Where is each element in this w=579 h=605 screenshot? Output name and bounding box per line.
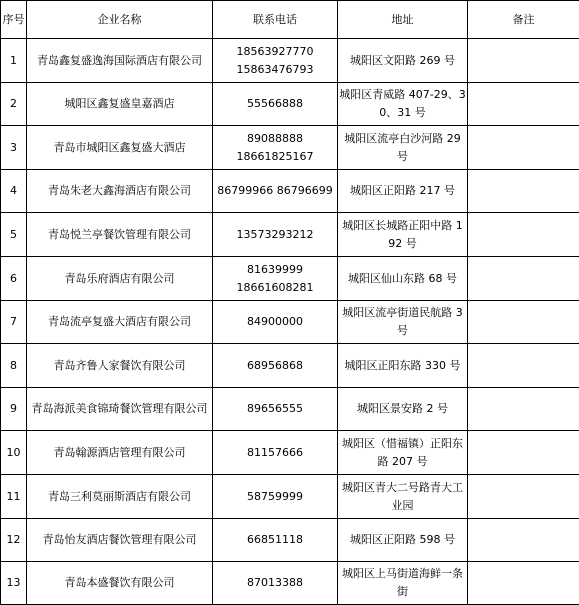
table-row bbox=[1, 213, 579, 257]
header-no: 序号 bbox=[1, 1, 27, 39]
company-name: 青岛悦兰亭餐饮管理有限公司 bbox=[27, 213, 213, 257]
phone-cell bbox=[213, 83, 338, 126]
row-number: 10 bbox=[1, 431, 27, 475]
phone-number: 81157666 bbox=[213, 444, 337, 462]
phone-cell bbox=[213, 519, 338, 562]
phone-cell bbox=[213, 213, 338, 257]
row-number: 6 bbox=[1, 257, 27, 301]
address: 城阳区青大二号路青大工业园 bbox=[338, 475, 468, 519]
phone-cell bbox=[213, 431, 338, 475]
note bbox=[468, 388, 579, 431]
header-name: 企业名称 bbox=[27, 1, 213, 39]
header-address: 地址 bbox=[338, 1, 468, 39]
address: 城阳区流亭白沙河路 29 号 bbox=[338, 126, 468, 170]
company-name: 青岛流亭复盛大酒店有限公司 bbox=[27, 301, 213, 344]
note bbox=[468, 562, 579, 605]
table-row bbox=[1, 126, 579, 170]
phone-number: 18661825167 bbox=[213, 148, 337, 166]
table-row bbox=[1, 475, 579, 519]
row-number: 8 bbox=[1, 344, 27, 388]
company-name: 青岛怡友酒店餐饮管理有限公司 bbox=[27, 519, 213, 562]
phone-number: 86799966 86796699 bbox=[213, 182, 337, 200]
note bbox=[468, 170, 579, 213]
phone-number: 68956868 bbox=[213, 357, 337, 375]
note bbox=[468, 431, 579, 475]
address: 城阳区仙山东路 68 号 bbox=[338, 257, 468, 301]
row-number: 4 bbox=[1, 170, 27, 213]
address: 城阳区长城路正阳中路 192 号 bbox=[338, 213, 468, 257]
address: 城阳区正阳路 598 号 bbox=[338, 519, 468, 562]
address: 城阳区正阳东路 330 号 bbox=[338, 344, 468, 388]
phone-cell bbox=[213, 301, 338, 344]
row-number: 9 bbox=[1, 388, 27, 431]
row-number: 11 bbox=[1, 475, 27, 519]
table-row bbox=[1, 431, 579, 475]
note bbox=[468, 257, 579, 301]
table-row bbox=[1, 344, 579, 388]
company-name: 青岛三利莫丽斯酒店有限公司 bbox=[27, 475, 213, 519]
phone-number: 58759999 bbox=[213, 488, 337, 506]
company-name: 青岛齐鲁人家餐饮有限公司 bbox=[27, 344, 213, 388]
company-name: 青岛乐府酒店有限公司 bbox=[27, 257, 213, 301]
company-name: 青岛鑫复盛逸海国际酒店有限公司 bbox=[27, 39, 213, 83]
table-row bbox=[1, 257, 579, 301]
company-name: 青岛朱老大鑫海酒店有限公司 bbox=[27, 170, 213, 213]
note bbox=[468, 213, 579, 257]
note bbox=[468, 475, 579, 519]
phone-number: 18661608281 bbox=[213, 279, 337, 297]
table-row bbox=[1, 301, 579, 344]
note bbox=[468, 301, 579, 344]
table-row bbox=[1, 519, 579, 562]
table-row bbox=[1, 170, 579, 213]
phone-number: 18563927770 bbox=[213, 43, 337, 61]
phone-number: 84900000 bbox=[213, 313, 337, 331]
table-row bbox=[1, 39, 579, 83]
phone-cell bbox=[213, 344, 338, 388]
note bbox=[468, 126, 579, 170]
phone-number: 81639999 bbox=[213, 261, 337, 279]
phone-cell bbox=[213, 257, 338, 301]
table-row bbox=[1, 562, 579, 605]
phone-number: 89656555 bbox=[213, 400, 337, 418]
header-note: 备注 bbox=[468, 1, 579, 39]
phone-number: 66851118 bbox=[213, 531, 337, 549]
address: 城阳区流亭街道民航路 3 号 bbox=[338, 301, 468, 344]
note bbox=[468, 83, 579, 126]
row-number: 1 bbox=[1, 39, 27, 83]
company-name: 青岛本盛餐饮有限公司 bbox=[27, 562, 213, 605]
company-name: 青岛海派美食锦琦餐饮管理有限公司 bbox=[27, 388, 213, 431]
table-row bbox=[1, 83, 579, 126]
phone-number: 15863476793 bbox=[213, 61, 337, 79]
row-number: 3 bbox=[1, 126, 27, 170]
company-name: 青岛翰源酒店管理有限公司 bbox=[27, 431, 213, 475]
row-number: 2 bbox=[1, 83, 27, 126]
address: 城阳区文阳路 269 号 bbox=[338, 39, 468, 83]
address: 城阳区青威路 407-29、30、31 号 bbox=[338, 83, 468, 126]
row-number: 12 bbox=[1, 519, 27, 562]
address: 城阳区上马街道海鲜一条街 bbox=[338, 562, 468, 605]
table-row bbox=[1, 388, 579, 431]
row-number: 5 bbox=[1, 213, 27, 257]
phone-cell bbox=[213, 126, 338, 170]
address: 城阳区（惜福镇）正阳东路 207 号 bbox=[338, 431, 468, 475]
company-name: 青岛市城阳区鑫复盛大酒店 bbox=[27, 126, 213, 170]
phone-cell bbox=[213, 562, 338, 605]
row-number: 13 bbox=[1, 562, 27, 605]
phone-cell bbox=[213, 388, 338, 431]
note bbox=[468, 344, 579, 388]
phone-number: 89088888 bbox=[213, 130, 337, 148]
phone-cell bbox=[213, 170, 338, 213]
phone-number: 13573293212 bbox=[213, 226, 337, 244]
note bbox=[468, 39, 579, 83]
phone-cell bbox=[213, 475, 338, 519]
phone-cell bbox=[213, 39, 338, 83]
phone-number: 87013388 bbox=[213, 574, 337, 592]
header-row bbox=[1, 1, 579, 39]
phone-number: 55566888 bbox=[213, 95, 337, 113]
address: 城阳区景安路 2 号 bbox=[338, 388, 468, 431]
address: 城阳区正阳路 217 号 bbox=[338, 170, 468, 213]
row-number: 7 bbox=[1, 301, 27, 344]
header-phone: 联系电话 bbox=[213, 1, 338, 39]
company-name: 城阳区鑫复盛皇嘉酒店 bbox=[27, 83, 213, 126]
note bbox=[468, 519, 579, 562]
